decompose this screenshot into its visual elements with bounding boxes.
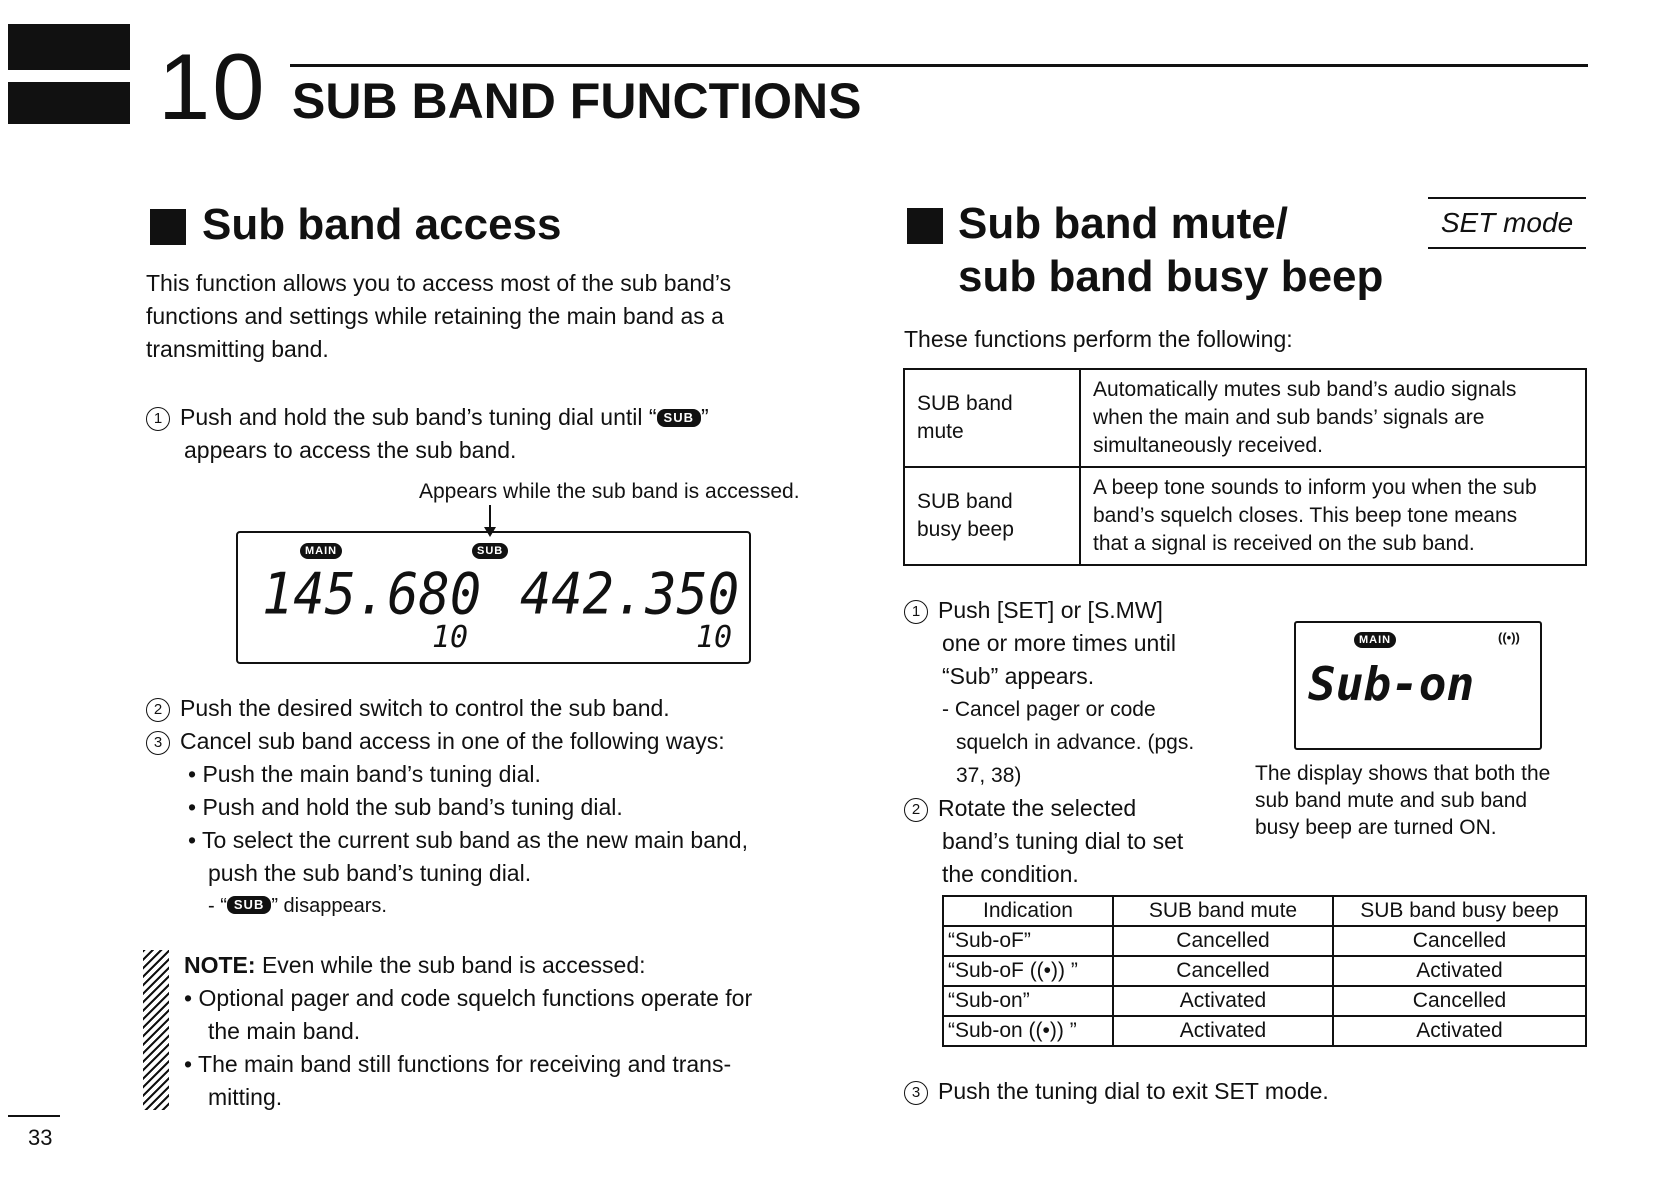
- right-step-2: [904, 792, 1234, 891]
- table-cell: “Sub-on”: [943, 986, 1113, 1016]
- intro-line: functions and settings while retaining the main band as a: [146, 303, 724, 329]
- bullet-item: • Push and hold the sub band’s tuning dial.: [188, 794, 623, 820]
- step-number: 2: [904, 798, 928, 822]
- bullet-continuation: push the sub band’s tuning dial.: [208, 860, 532, 886]
- functions-table: [903, 368, 1587, 566]
- chapter-number: 10: [158, 34, 267, 139]
- intro-line: This function allows you to access most of the sub band’s: [146, 270, 732, 296]
- step-text: band’s tuning dial to set: [942, 828, 1184, 854]
- section-marker: [907, 208, 943, 244]
- caption-line: busy beep are turned ON.: [1255, 816, 1497, 839]
- right-intro: These functions perform the following:: [904, 326, 1293, 352]
- step-3: [146, 725, 846, 923]
- step-text: “Sub” appears.: [942, 663, 1095, 689]
- chapter-tab-bottom: [8, 82, 130, 124]
- note-block: [184, 949, 834, 1114]
- step-text: ”: [700, 404, 709, 430]
- table-cell: Cancelled: [1333, 986, 1586, 1016]
- sub-note-text: - “: [208, 895, 227, 917]
- bullet-item: • To select the current sub band as the new main band,: [188, 827, 748, 853]
- step-number: 1: [146, 407, 170, 431]
- bullet-text: Optional pager and code squelch functions operate for: [198, 985, 753, 1011]
- bullet-text: To select the current sub band as the new main band,: [202, 827, 748, 853]
- main-indicator-icon: MAIN: [300, 543, 342, 559]
- note-label: NOTE:: [184, 952, 256, 978]
- sub-indicator-icon: SUB: [227, 896, 271, 914]
- table-row: [904, 467, 1586, 565]
- step-text: Rotate the selected: [938, 795, 1137, 821]
- main-indicator-icon: MAIN: [1354, 632, 1396, 648]
- function-desc-line: Automatically mutes sub band’s audio signals: [1093, 378, 1517, 401]
- note-text: Even while the sub band is accessed:: [261, 952, 646, 978]
- function-name-line: mute: [917, 420, 964, 443]
- function-name-line: SUB band: [917, 490, 1013, 513]
- section-title-sub-band-access: Sub band access: [202, 200, 562, 249]
- function-description: [1080, 369, 1586, 467]
- function-description: [1080, 467, 1586, 565]
- table-row: [943, 956, 1586, 986]
- bullet-continuation: the main band.: [208, 1018, 361, 1044]
- step-text: Push and hold the sub band’s tuning dial until “: [180, 404, 657, 430]
- section-title-line: Sub band mute/: [958, 199, 1288, 248]
- step-text: Push [SET] or [S.MW]: [938, 597, 1163, 623]
- table-header-row: [943, 896, 1586, 926]
- page-number-rule: [8, 1115, 60, 1117]
- column-header: SUB band busy beep: [1333, 896, 1586, 926]
- note-hatch-marker: [143, 950, 169, 1110]
- sub-channel-readout: 10: [696, 620, 733, 655]
- sub-frequency-readout: 442.350: [520, 562, 740, 628]
- beep-indicator-icon: ((•)): [1498, 630, 1520, 645]
- step-number: 3: [904, 1081, 928, 1105]
- caption-line: sub band mute and sub band: [1255, 789, 1528, 812]
- section-title-line: sub band busy beep: [958, 251, 1384, 301]
- intro-line: transmitting band.: [146, 336, 329, 362]
- function-name: [904, 467, 1080, 565]
- table-cell: “Sub-oF ((•)) ”: [943, 956, 1113, 986]
- table-row: [943, 986, 1586, 1016]
- right-step-3: [904, 1075, 1584, 1108]
- lcd-display-dual: [236, 531, 751, 664]
- step-subnote: 37, 38): [956, 764, 1022, 787]
- table-cell: Cancelled: [1333, 926, 1586, 956]
- bullet-item: • Push the main band’s tuning dial.: [188, 761, 541, 787]
- chapter-tab-top: [8, 24, 130, 70]
- step-1: [146, 401, 836, 467]
- sub-indicator-icon: SUB: [472, 543, 508, 559]
- function-desc-line: simultaneously received.: [1093, 434, 1323, 457]
- table-cell: Cancelled: [1113, 926, 1333, 956]
- table-cell: Activated: [1113, 1016, 1333, 1046]
- set-mode-readout: Sub-on: [1308, 657, 1475, 711]
- function-name-line: busy beep: [917, 518, 1014, 541]
- display-caption: [1255, 760, 1595, 841]
- step-subnote: squelch in advance. (pgs.: [956, 731, 1195, 754]
- sub-note-text: ” disappears.: [271, 895, 387, 917]
- column-header: SUB band mute: [1113, 896, 1333, 926]
- step-number: 3: [146, 731, 170, 755]
- page-number: 33: [28, 1125, 53, 1150]
- step-subnote: - Cancel pager or code: [942, 698, 1156, 721]
- step-2: [146, 692, 846, 725]
- bullet-text: Push and hold the sub band’s tuning dial.: [202, 794, 623, 820]
- function-desc-line: A beep tone sounds to inform you when the sub: [1093, 476, 1537, 499]
- section-marker: [150, 209, 186, 245]
- section-title-sub-band-mute: [958, 198, 1383, 304]
- sub-note: [146, 890, 846, 923]
- table-row: [904, 369, 1586, 467]
- step-text: one or more times until: [942, 630, 1176, 656]
- bullet-text: The main band still functions for receiving and trans-: [198, 1051, 732, 1077]
- step-text: Push the desired switch to control the sub band.: [180, 695, 670, 721]
- column-header: Indication: [943, 896, 1113, 926]
- bullet-item: • Optional pager and code squelch functions operate for: [184, 985, 753, 1011]
- main-channel-readout: 10: [432, 620, 469, 655]
- set-mode-tag: SET mode: [1428, 197, 1586, 249]
- chapter-title: SUB BAND FUNCTIONS: [292, 73, 862, 129]
- function-desc-line: that a signal is received on the sub band.: [1093, 532, 1475, 555]
- step-text: appears to access the sub band.: [184, 437, 517, 463]
- step-number: 2: [146, 698, 170, 722]
- callout-label: Appears while the sub band is accessed.: [419, 480, 800, 503]
- chapter-rule: [290, 64, 1588, 67]
- bullet-continuation: mitting.: [208, 1084, 283, 1110]
- right-step-1: [904, 594, 1234, 792]
- table-row: [943, 926, 1586, 956]
- sub-indicator-icon: SUB: [657, 409, 701, 427]
- step-text: Cancel sub band access in one of the following ways:: [180, 728, 725, 754]
- step-text: Push the tuning dial to exit SET mode.: [938, 1078, 1329, 1104]
- table-cell: Activated: [1333, 956, 1586, 986]
- function-name-line: SUB band: [917, 392, 1013, 415]
- table-cell: “Sub-oF”: [943, 926, 1113, 956]
- bullet-text: Push the main band’s tuning dial.: [202, 761, 541, 787]
- table-cell: Activated: [1113, 986, 1333, 1016]
- function-desc-line: band’s squelch closes. This beep tone means: [1093, 504, 1518, 527]
- table-row: [943, 1016, 1586, 1046]
- intro-paragraph: [146, 267, 826, 366]
- indication-table: [942, 895, 1587, 1047]
- function-desc-line: when the main and sub bands’ signals are: [1093, 406, 1485, 429]
- step-text: the condition.: [942, 861, 1079, 887]
- table-cell: Activated: [1333, 1016, 1586, 1046]
- table-cell: Cancelled: [1113, 956, 1333, 986]
- table-cell: “Sub-on ((•)) ”: [943, 1016, 1113, 1046]
- step-number: 1: [904, 600, 928, 624]
- function-name: [904, 369, 1080, 467]
- caption-line: The display shows that both the: [1255, 762, 1551, 785]
- main-frequency-readout: 145.680: [262, 562, 482, 628]
- lcd-display-set-mode: [1294, 621, 1542, 750]
- bullet-item: • The main band still functions for receiving and trans-: [184, 1051, 732, 1077]
